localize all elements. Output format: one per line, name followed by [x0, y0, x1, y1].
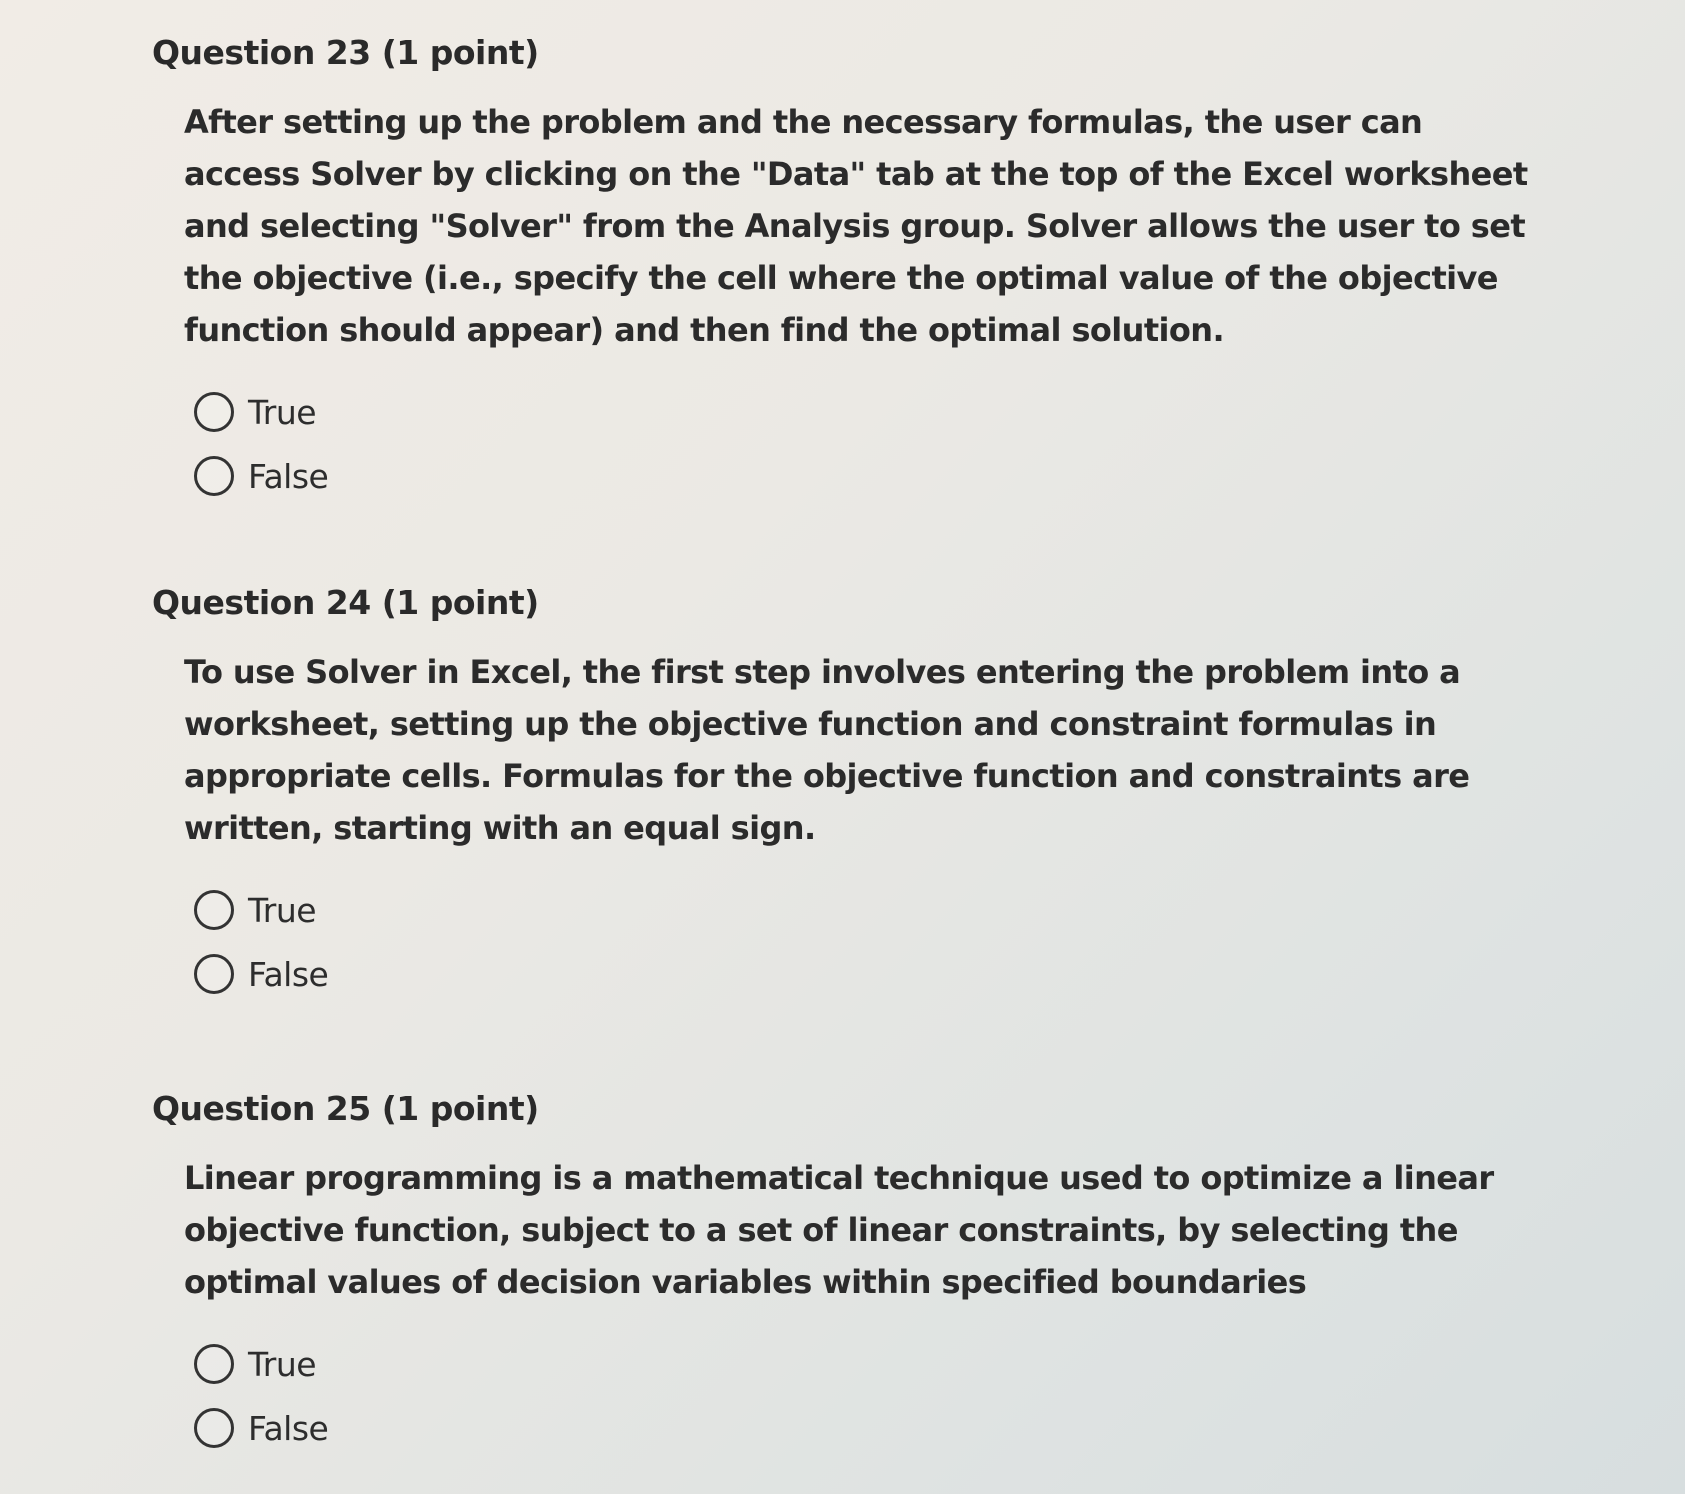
radio-button-icon[interactable] [194, 890, 234, 930]
answer-options [194, 878, 1552, 1006]
option-true[interactable] [194, 380, 1552, 444]
question-24 [152, 578, 1552, 1006]
radio-button-icon[interactable] [194, 456, 234, 496]
option-false[interactable] [194, 1396, 1552, 1460]
answer-options [194, 380, 1552, 508]
question-23 [152, 28, 1552, 508]
quiz-container [152, 28, 1552, 1460]
option-false[interactable] [194, 444, 1552, 508]
option-label: True [248, 1344, 317, 1384]
radio-button-icon[interactable] [194, 392, 234, 432]
question-title: Question 25 (1 point) [152, 1089, 539, 1128]
option-true[interactable] [194, 878, 1552, 942]
option-label: False [248, 1408, 329, 1448]
question-text: After setting up the problem and the necessary formulas, the user can access Solver by clicking on the "Data" tab at the top of the Excel worksheet and selecting "Solver" from the Analysis group. Solver allows the user to set the objective (i.e., specify the cell where the optimal value of the objective function should appear) and then find the optimal solution. [184, 103, 1528, 349]
option-label: True [248, 392, 317, 432]
option-label: False [248, 954, 329, 994]
question-25 [152, 1084, 1552, 1460]
question-text: Linear programming is a mathematical technique used to optimize a linear objective function, subject to a set of linear constraints, by selecting the optimal values of decision variables within specified boundaries [184, 1159, 1494, 1301]
question-title: Question 23 (1 point) [152, 33, 539, 72]
option-label: True [248, 890, 317, 930]
radio-button-icon[interactable] [194, 1344, 234, 1384]
option-false[interactable] [194, 942, 1552, 1006]
option-label: False [248, 456, 329, 496]
option-true[interactable] [194, 1332, 1552, 1396]
radio-button-icon[interactable] [194, 1408, 234, 1448]
answer-options [194, 1332, 1552, 1460]
question-text: To use Solver in Excel, the first step involves entering the problem into a worksheet, setting up the objective function and constraint formulas in appropriate cells. Formulas for the objective function and constraints are written, starting with an equal sign. [184, 653, 1470, 847]
question-title: Question 24 (1 point) [152, 583, 539, 622]
radio-button-icon[interactable] [194, 954, 234, 994]
